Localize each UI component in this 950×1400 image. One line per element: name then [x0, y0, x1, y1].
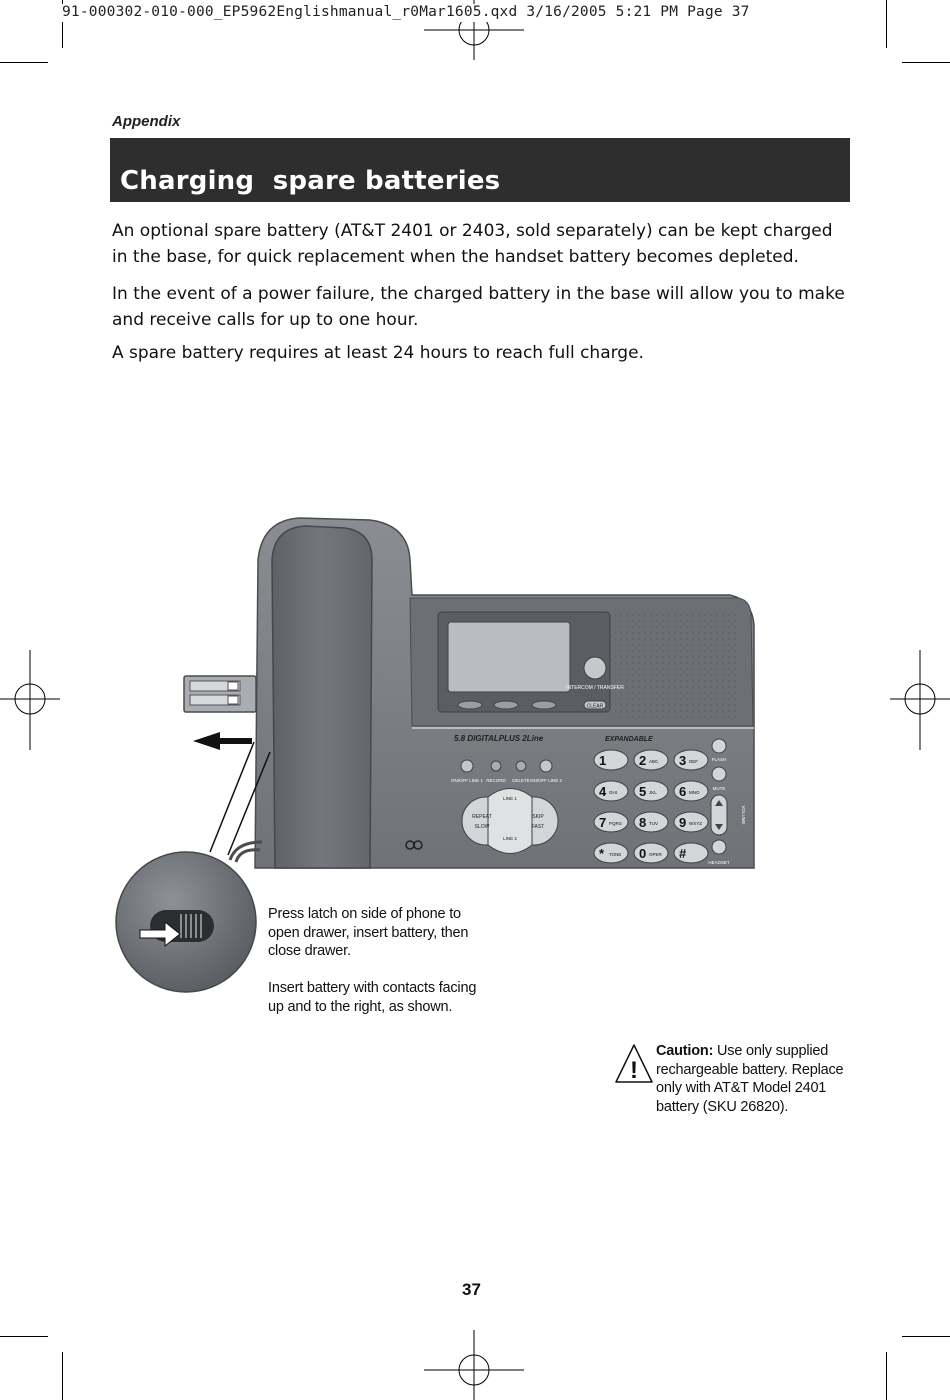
print-slug: 91-000302-010-000_EP5962Englishmanual_r0Mar1605.qxd 3/16/2005 5:21 PM Page 37 — [62, 4, 882, 22]
keypad-key-letters: ABC — [649, 759, 659, 764]
brand-left: 5.8 DIGITALPLUS 2Line — [454, 734, 544, 743]
keypad-key-letters: PQRS — [609, 821, 622, 826]
keypad-key-number: 9 — [679, 815, 687, 830]
keypad-key-number: 8 — [639, 815, 647, 830]
keypad-key-number: 1 — [599, 753, 607, 768]
keypad-key-number: 0 — [639, 846, 647, 861]
volume-label: VOLUME — [741, 805, 746, 825]
intercom-label: INTERCOM / TRANSFER — [566, 685, 624, 691]
caution-label: Caution: — [656, 1043, 714, 1059]
keypad-key-letters: GHI — [609, 790, 618, 795]
keypad-key-number: 3 — [679, 753, 687, 768]
caution-note — [656, 1042, 844, 1116]
speaker-grille — [615, 610, 740, 718]
fast-label: FAST — [531, 824, 545, 830]
caution-text: Use only supplied rechargeable battery. Replace only with AT&T Model 2401 battery (SKU 26820). — [656, 1043, 844, 1115]
lcd-screen — [448, 622, 570, 692]
keypad-key-number: 7 — [599, 815, 607, 830]
keypad-key-letters: DEF — [689, 759, 698, 764]
mute-label: MUTE — [712, 786, 726, 791]
paragraph: A spare battery requires at least 24 hours to reach full charge. — [112, 343, 644, 363]
keypad-key-letters: WXYZ — [689, 821, 702, 826]
intercom-button — [584, 657, 606, 679]
on-off-line2-label: ON/OFF LINE 2 — [529, 778, 563, 783]
record-label: RECORD — [486, 778, 506, 783]
latch-note-line1: Press latch on side of phone to open drawer, insert battery, then close drawer. — [268, 906, 469, 959]
keypad-key-number: 5 — [639, 784, 647, 799]
page-number: 37 — [462, 1280, 481, 1299]
keypad-key-letters: TONE — [609, 852, 622, 857]
handset — [272, 526, 372, 868]
play-line2-label: LINE 2 — [503, 836, 517, 841]
slow-label: SLOW — [474, 824, 490, 830]
keypad-key-letters: TUV — [649, 821, 658, 826]
play-line1-label: LINE 1 — [503, 796, 517, 801]
keypad-key-number: 4 — [599, 784, 607, 799]
latch-note-line2: Insert battery with contacts facing up and to the right, as shown. — [268, 980, 477, 1015]
keypad-key-letters: JKL — [649, 790, 657, 795]
page-title: Charging spare batteries — [120, 166, 501, 196]
flash-label: FLASH — [711, 757, 727, 762]
latch-note — [268, 905, 488, 1016]
caution-icon-glyph: ! — [630, 1057, 638, 1084]
keypad-key-letters: MNO — [689, 790, 700, 795]
drawer-arrow — [193, 732, 252, 750]
keypad-key-number: # — [679, 846, 687, 861]
brand-right: EXPANDABLE — [605, 736, 653, 743]
keypad-key-number: * — [599, 846, 605, 861]
keypad-key-number: 2 — [639, 753, 647, 768]
keypad-key-number: 6 — [679, 784, 687, 799]
delete-label: DELETE — [512, 778, 530, 783]
paragraph: An optional spare battery (AT&T 2401 or 2403, sold separately) can be kept charged in the base, for quick replacement when the handset battery becomes depleted. — [112, 221, 833, 267]
on-off-line1-label: ON/OFF LINE 1 — [450, 778, 484, 783]
section-label: Appendix — [112, 113, 181, 130]
repeat-label: REPEAT — [472, 814, 492, 820]
headset-label: HEADSET — [708, 860, 730, 865]
keypad-key-letters: OPER — [649, 852, 662, 857]
clear-label: CLEAR — [586, 703, 604, 710]
paragraph: In the event of a power failure, the charged battery in the base will allow you to make and receive calls for up to one hour. — [112, 284, 845, 330]
skip-label: SKIP — [532, 814, 544, 820]
